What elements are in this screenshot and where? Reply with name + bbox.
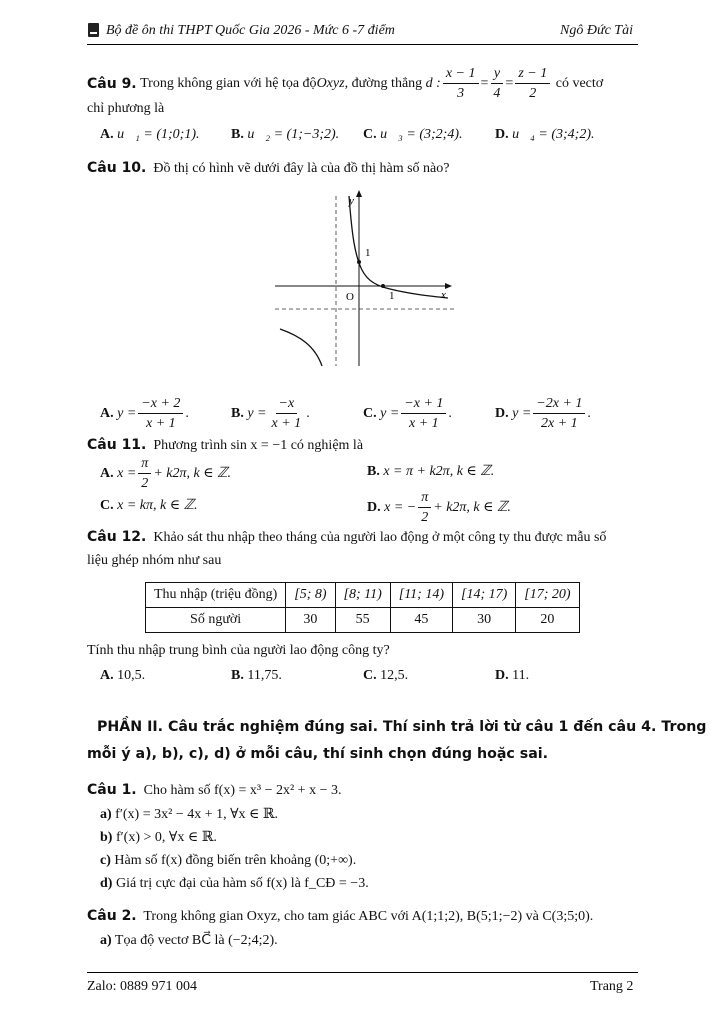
q9-option-d[interactable]: D. u⃗₄ = (3;4;2). (495, 127, 595, 142)
question-9-text-after: có vectơ (555, 75, 604, 91)
p2q1-item-d[interactable]: d) Giá trị cực đại của hàm số f(x) là f_CĐ = −3. (100, 876, 369, 891)
table-cell: 20 (516, 608, 579, 633)
q11-option-a[interactable]: A. x = $\frac{\pi}{2}$ + k2π, k ∈ ℤ. (100, 456, 231, 492)
table-cell: [17; 20) (516, 583, 579, 608)
question-11-label: Câu 11. (87, 437, 147, 453)
p2q2-item-a[interactable]: a) Tọa độ vectơ BC⃗ là (−2;4;2). (100, 933, 278, 948)
q10-option-b[interactable]: B. y = $\frac{-x}{x + 1}$ . (231, 396, 310, 432)
line-name: d : (425, 75, 441, 91)
x-axis-arrow (445, 283, 452, 289)
q11-option-c[interactable]: C. x = kπ, k ∈ ℤ. (100, 498, 198, 513)
q12-option-c[interactable]: C. 12,5. (363, 668, 409, 683)
part2-question-1 (87, 782, 341, 799)
question-9-line2: chỉ phương là (87, 101, 165, 116)
question-9-space: Oxyz (316, 75, 345, 91)
table-cell: 55 (335, 608, 390, 633)
function-graph (270, 186, 460, 376)
q10-option-c[interactable]: C. y = $\frac{-x + 1}{x + 1}$ . (363, 396, 452, 432)
curve-left-branch (280, 329, 322, 366)
question-12 (87, 529, 606, 546)
q9-option-a[interactable]: A. u⃗₁ = (1;0;1). (100, 127, 200, 142)
question-12-label: Câu 12. (87, 529, 147, 545)
q12-option-a[interactable]: A. 10,5. (100, 668, 146, 683)
point-y-intercept (357, 260, 361, 264)
question-9-text: Trong không gian với hệ tọa độ (140, 75, 317, 91)
part-2-heading-line2: mỗi ý a), b), c), d) ở mỗi câu, thí sinh chọn đúng hoặc sai. (87, 746, 549, 762)
footer-rule (87, 972, 638, 973)
table-cell: Số người (146, 608, 286, 633)
y-axis-label: y (349, 195, 354, 207)
table-cell: 45 (390, 608, 452, 633)
part2-question-1-label: Câu 1. (87, 782, 137, 798)
part-2-heading-line1: PHẦN II. Câu trắc nghiệm đúng sai. Thí sinh trả lời từ câu 1 đến câu 4. Trong (97, 719, 707, 735)
question-10-text: Đồ thị có hình vẽ dưới đây là của đồ thị hàm số nào? (153, 161, 450, 176)
part2-question-1-text: Cho hàm số f(x) = x³ − 2x² + x − 3. (143, 783, 342, 798)
header-title: Bộ đề ôn thi THPT Quốc Gia 2026 - Mức 6 -7 điểm (106, 23, 395, 38)
q10-option-d[interactable]: D. y = $\frac{-2x + 1}{2x + 1}$ . (495, 396, 591, 432)
question-11 (87, 437, 363, 454)
question-10 (87, 160, 449, 177)
origin-label: O (346, 291, 354, 303)
p2q1-item-c[interactable]: c) Hàm số f(x) đồng biến trên khoảng (0;+∞). (100, 853, 357, 868)
fraction-3: $\frac{z - 1}{2}$ (515, 66, 550, 102)
x-axis-label: x (441, 289, 446, 301)
q11-option-d[interactable]: D. x = − $\frac{\pi}{2}$ + k2π, k ∈ ℤ. (367, 490, 511, 526)
question-12-line2: liệu ghép nhóm như sau (87, 553, 222, 568)
table-cell: [11; 14) (390, 583, 452, 608)
table-cell: 30 (453, 608, 516, 633)
part2-question-2-text: Trong không gian Oxyz, cho tam giác ABC với A(1;1;2), B(5;1;−2) và C(3;5;0). (143, 909, 594, 924)
p2q1-item-a[interactable]: a) f′(x) = 3x² − 4x + 1, ∀x ∈ ℝ. (100, 807, 279, 822)
book-icon (88, 23, 99, 37)
header-author: Ngô Đức Tài (560, 23, 633, 38)
table-cell: [14; 17) (453, 583, 516, 608)
footer-contact: Zalo: 0889 971 004 (87, 979, 198, 994)
q12-option-d[interactable]: D. 11. (495, 668, 530, 683)
p2q1-item-b[interactable]: b) f′(x) > 0, ∀x ∈ ℝ. (100, 830, 217, 845)
q11-option-b[interactable]: B. x = π + k2π, k ∈ ℤ. (367, 464, 495, 479)
part2-question-2 (87, 908, 593, 925)
q9-option-b[interactable]: B. u⃗₂ = (1;−3;2). (231, 127, 340, 142)
table-row (146, 608, 580, 633)
table-cell: [8; 11) (335, 583, 390, 608)
x-tick-label: 1 (389, 290, 395, 302)
fraction-1: $\frac{x - 1}{3}$ (443, 66, 479, 102)
table-cell: [5; 8) (286, 583, 335, 608)
question-9: Câu 9. Trong không gian với hệ tọa độ Oxyz , đường thẳng d : $\frac{x - 1}{3}$ = $\frac{y}{4}$ = $\frac{z - 1}{2}$ có vectơ (87, 66, 604, 102)
income-table (145, 582, 580, 633)
y-axis-arrow (356, 190, 362, 197)
q10-option-a[interactable]: A. y = $\frac{-x + 2}{x + 1}$ . (100, 396, 189, 432)
header-rule (87, 44, 638, 45)
q9-option-c[interactable]: C. u⃗₃ = (3;2;4). (363, 127, 463, 142)
curve-right-branch (349, 196, 448, 298)
question-9-text-mid: , đường thẳng (344, 75, 423, 91)
y-tick-label: 1 (365, 247, 371, 259)
q12-option-b[interactable]: B. 11,75. (231, 668, 282, 683)
table-header-row (146, 583, 580, 608)
question-9-label: Câu 9. (87, 75, 137, 92)
part2-question-2-label: Câu 2. (87, 908, 137, 924)
table-cell: 30 (286, 608, 335, 633)
question-12-text: Khảo sát thu nhập theo tháng của người lao động ở một công ty thu được mẫu số (153, 530, 607, 545)
table-cell: Thu nhập (triệu đồng) (146, 583, 286, 608)
point-x-intercept (381, 284, 385, 288)
question-10-label: Câu 10. (87, 160, 147, 176)
question-11-text: Phương trình sin x = −1 có nghiệm là (153, 438, 364, 453)
fraction-2: $\frac{y}{4}$ (490, 66, 503, 102)
footer-page: Trang 2 (590, 979, 634, 994)
question-12-prompt: Tính thu nhập trung bình của người lao động công ty? (87, 643, 390, 658)
